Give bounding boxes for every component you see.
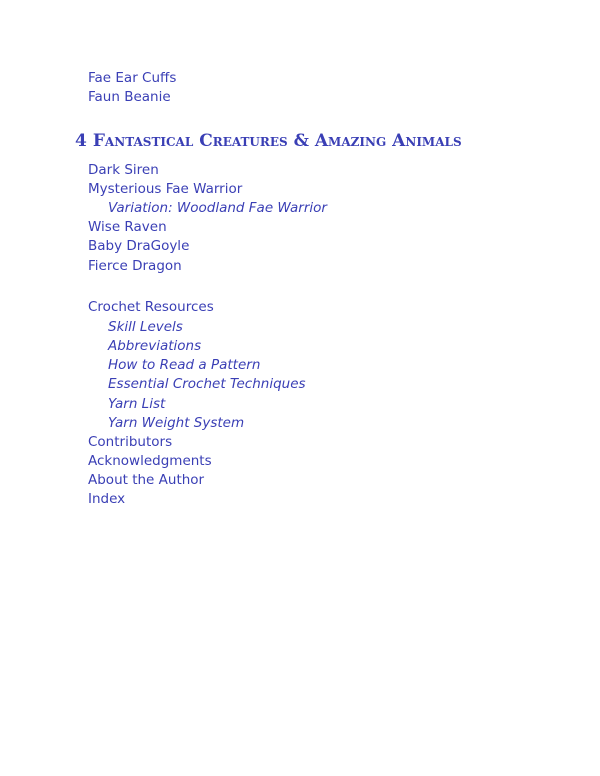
toc-link-index[interactable]: Index xyxy=(88,491,126,507)
toc-link-about-the-author[interactable]: About the Author xyxy=(88,472,205,488)
chapter-number: 4 xyxy=(75,131,87,151)
chapter-heading[interactable] xyxy=(75,130,462,152)
toc-link-variation-woodland-fae-warrior[interactable]: Variation: Woodland Fae Warrior xyxy=(108,200,327,216)
toc-link-abbreviations[interactable]: Abbreviations xyxy=(108,338,202,354)
toc-link-contributors[interactable]: Contributors xyxy=(88,434,173,450)
toc-link-yarn-weight-system[interactable]: Yarn Weight System xyxy=(108,415,245,431)
toc-link-acknowledgments[interactable]: Acknowledgments xyxy=(88,453,212,469)
toc-link-mysterious-fae-warrior[interactable]: Mysterious Fae Warrior xyxy=(88,181,243,197)
toc-link-fierce-dragon[interactable]: Fierce Dragon xyxy=(88,258,182,274)
toc-link-crochet-resources[interactable]: Crochet Resources xyxy=(88,299,214,315)
toc-link-essential-crochet-techniques[interactable]: Essential Crochet Techniques xyxy=(108,376,306,392)
toc-link-dark-siren[interactable]: Dark Siren xyxy=(88,162,159,178)
toc-link-baby-dragoyle[interactable]: Baby DraGoyle xyxy=(88,238,190,254)
toc-link-how-to-read-a-pattern[interactable]: How to Read a Pattern xyxy=(108,357,261,373)
toc-link-fae-ear-cuffs[interactable]: Fae Ear Cuffs xyxy=(88,70,177,86)
toc-link-faun-beanie[interactable]: Faun Beanie xyxy=(88,89,171,105)
chapter-title: Fantastical Creatures & Amazing Animals xyxy=(92,131,462,151)
toc-link-wise-raven[interactable]: Wise Raven xyxy=(88,219,167,235)
toc-link-yarn-list[interactable]: Yarn List xyxy=(108,396,166,412)
toc-link-skill-levels[interactable]: Skill Levels xyxy=(108,319,183,335)
